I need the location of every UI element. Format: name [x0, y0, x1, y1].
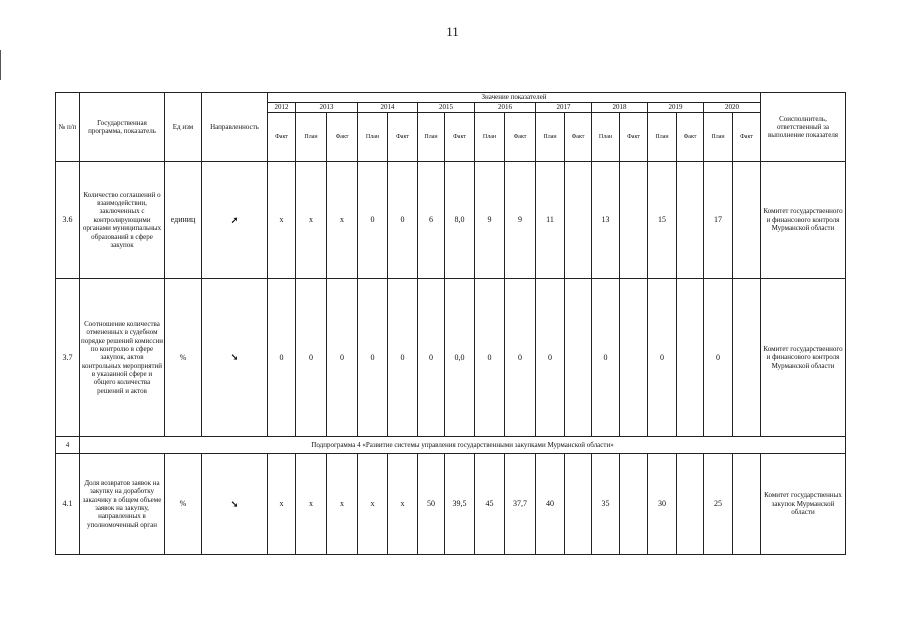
- value-cell: 0,0: [445, 279, 475, 437]
- value-cell: 35: [592, 454, 620, 555]
- row-number: 3.6: [56, 162, 80, 279]
- indicator-name: Соотношение количества отмененных в судебном порядке решений комиссии по контролю в сфере закупок, актов контрольных мероприятий в указанной сфере и общего количества решений и актов: [80, 279, 165, 437]
- value-cell: 40: [536, 454, 565, 555]
- plan-fact-header: План: [475, 113, 505, 162]
- value-cell: [733, 279, 761, 437]
- value-cell: 0: [358, 279, 388, 437]
- header-row-main: [56, 93, 846, 103]
- plan-fact-header: Факт: [388, 113, 418, 162]
- section-row: [56, 437, 846, 454]
- value-cell: 37,7: [505, 454, 536, 555]
- plan-fact-header: План: [704, 113, 733, 162]
- value-cell: [620, 454, 648, 555]
- value-cell: x: [296, 162, 327, 279]
- plan-fact-header: Факт: [445, 113, 475, 162]
- year-header: 2016: [475, 103, 536, 113]
- plan-fact-header: Факт: [505, 113, 536, 162]
- plan-fact-header: План: [296, 113, 327, 162]
- table-row: [56, 162, 846, 279]
- unit: %: [165, 454, 202, 555]
- unit: единиц: [165, 162, 202, 279]
- plan-fact-header: План: [592, 113, 620, 162]
- value-cell: [733, 162, 761, 279]
- col-header-unit: Ед изм: [165, 93, 202, 162]
- plan-fact-header: План: [648, 113, 677, 162]
- value-cell: 0: [475, 279, 505, 437]
- value-cell: 9: [505, 162, 536, 279]
- coexecutor: Комитет государственных закупок Мурманской области: [761, 454, 846, 555]
- year-header: 2014: [358, 103, 418, 113]
- table-row: [56, 454, 846, 555]
- col-header-coexecutor: Соисполнитель, ответственный за выполнение показателя: [761, 93, 846, 162]
- value-cell: 39,5: [445, 454, 475, 555]
- section-num: 4: [56, 437, 80, 454]
- value-cell: x: [358, 454, 388, 555]
- col-header-direction: Направленность: [202, 93, 268, 162]
- value-cell: x: [296, 454, 327, 555]
- up-right-arrow: ➚: [230, 214, 239, 225]
- coexecutor: Комитет государственного и финансового контроля Мурманской области: [761, 162, 846, 279]
- year-header: 2019: [648, 103, 704, 113]
- value-cell: x: [268, 454, 296, 555]
- value-cell: 11: [536, 162, 565, 279]
- direction-cell: [202, 454, 268, 555]
- value-cell: 0: [358, 162, 388, 279]
- value-cell: [733, 454, 761, 555]
- value-cell: 6: [418, 162, 445, 279]
- value-cell: x: [327, 162, 358, 279]
- plan-fact-header: Факт: [733, 113, 761, 162]
- value-cell: 45: [475, 454, 505, 555]
- value-cell: 0: [296, 279, 327, 437]
- value-cell: 0: [704, 279, 733, 437]
- plan-fact-header: План: [418, 113, 445, 162]
- indicator-table: [55, 92, 846, 555]
- value-cell: 15: [648, 162, 677, 279]
- value-cell: [677, 279, 704, 437]
- value-cell: 0: [327, 279, 358, 437]
- year-header: 2015: [418, 103, 475, 113]
- value-cell: 25: [704, 454, 733, 555]
- col-header-num: № п/п: [56, 93, 80, 162]
- value-cell: x: [268, 162, 296, 279]
- value-cell: [565, 279, 592, 437]
- year-header: 2012: [268, 103, 296, 113]
- year-header: 2020: [704, 103, 761, 113]
- plan-fact-header: План: [536, 113, 565, 162]
- plan-fact-header: Факт: [268, 113, 296, 162]
- value-cell: x: [388, 454, 418, 555]
- value-cell: 0: [505, 279, 536, 437]
- down-right-arrow: ➘: [230, 498, 239, 509]
- section-title: Подпрограмма 4 «Развитие системы управления государственными закупками Мурманской области»: [80, 437, 846, 454]
- col-header-program: Государственная программа, показатель: [80, 93, 165, 162]
- plan-fact-header: Факт: [565, 113, 592, 162]
- value-cell: 17: [704, 162, 733, 279]
- value-cell: 0: [648, 279, 677, 437]
- col-header-values: Значение показателей: [268, 93, 761, 103]
- plan-fact-header: Факт: [620, 113, 648, 162]
- table-row: [56, 279, 846, 437]
- down-right-arrow: ➘: [230, 352, 239, 363]
- value-cell: [620, 162, 648, 279]
- value-cell: 0: [388, 279, 418, 437]
- direction-cell: [202, 162, 268, 279]
- unit: %: [165, 279, 202, 437]
- indicator-name: Доля возвратов заявок на закупку на доработку заказчику в общем объеме заявок на закупку, направленных в уполномоченный орган: [80, 454, 165, 555]
- value-cell: 9: [475, 162, 505, 279]
- scan-margin-mark: [0, 50, 1, 80]
- direction-cell: [202, 279, 268, 437]
- value-cell: [565, 454, 592, 555]
- value-cell: x: [327, 454, 358, 555]
- row-number: 3.7: [56, 279, 80, 437]
- value-cell: [677, 454, 704, 555]
- value-cell: 0: [388, 162, 418, 279]
- year-header: 2018: [592, 103, 648, 113]
- value-cell: 8,0: [445, 162, 475, 279]
- indicator-name: Количество соглашений о взаимодействии, заключенных с контролирующими органами муниципальных образований в сфере закупок: [80, 162, 165, 279]
- year-header: 2013: [296, 103, 358, 113]
- plan-fact-header: Факт: [677, 113, 704, 162]
- value-cell: 0: [536, 279, 565, 437]
- value-cell: 13: [592, 162, 620, 279]
- page-number: 11: [446, 24, 459, 39]
- value-cell: 0: [592, 279, 620, 437]
- value-cell: [677, 162, 704, 279]
- plan-fact-header: Факт: [327, 113, 358, 162]
- coexecutor: Комитет государственного и финансового контроля Мурманской области: [761, 279, 846, 437]
- value-cell: 50: [418, 454, 445, 555]
- year-header: 2017: [536, 103, 592, 113]
- value-cell: 0: [418, 279, 445, 437]
- value-cell: 30: [648, 454, 677, 555]
- value-cell: [620, 279, 648, 437]
- row-number: 4.1: [56, 454, 80, 555]
- plan-fact-header: План: [358, 113, 388, 162]
- value-cell: 0: [268, 279, 296, 437]
- value-cell: [565, 162, 592, 279]
